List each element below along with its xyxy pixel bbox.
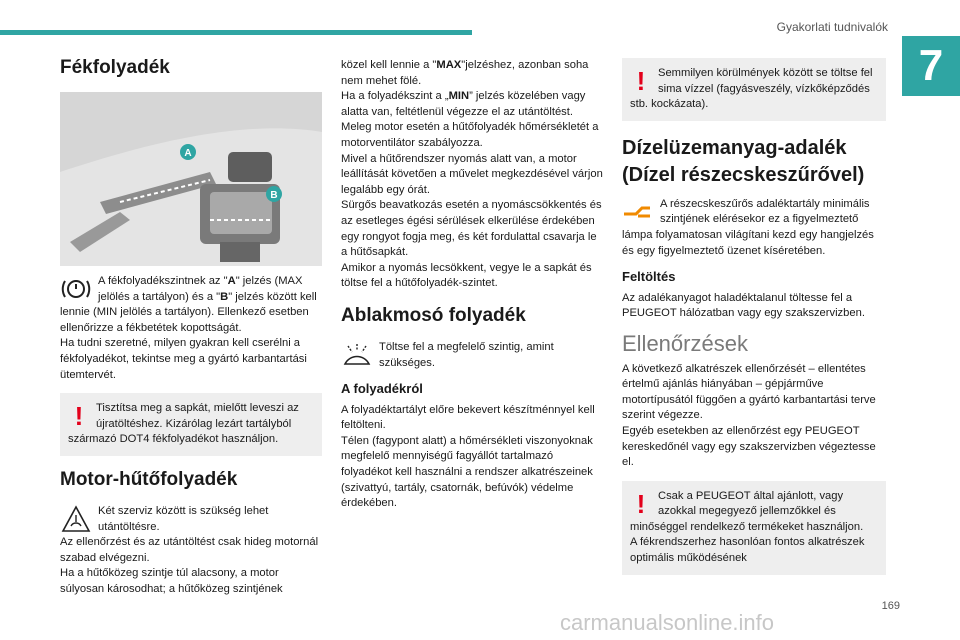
figure-label-b: B (270, 190, 278, 201)
filter-warning-lamp-icon (622, 198, 654, 226)
page-number: 169 (881, 600, 900, 612)
brake-fluid-icon (60, 275, 92, 303)
coolant-cont-paragraph-4: Mivel a hűtőrendszer nyomás alatt van, a motor leállítását követően a művelet megkezdésével várjon legalább egy órát. (341, 152, 603, 196)
brake-schedule-paragraph: Ha tudni szeretné, milyen gyakran kell cserélni a fékfolyadékot, tekintse meg a gyártó karbantartási ütemtervét. (60, 337, 307, 381)
coolant-paragraph-3: Ha a hűtőközeg szintje túl alacsony, a motor súlyosan károsodhat; a hűtőközeg szintjének (60, 567, 283, 595)
coolant-cont-paragraph-2: Ha a folyadékszint a „MIN” jelzés közelében vagy alatta van, feltétlenül végezze el az utántöltést. (341, 90, 586, 118)
brake-level-paragraph: A fékfolyadékszintnek az "A" jelzés (MAX jelölés a tartályon) és a "B" jelzés között kell lennie (MIN jelölés a tartályon). Ellenkező esetben ellenőrizze a fékbetétek kopottságát. (60, 275, 317, 334)
figure-label-a: A (184, 148, 192, 159)
refill-subheading: Feltöltés (622, 269, 676, 285)
checks-paragraph-2: Egyéb esetekben az ellenőrzést egy PEUGEOT kereskedőnél vagy egy szakszervizben végeztesse el. (622, 424, 876, 469)
water-warning-note: ! Semmilyen körülmények között se töltse fel sima vízzel (fagyásveszély, vízkőképződés stb. kockázata). (622, 58, 886, 121)
column-1 (60, 56, 322, 598)
washer-fluid-heading: Ablakmosó folyadék (341, 304, 526, 326)
washer-paragraph-2: A folyadéktartályt előre bekevert készítménnyel kell feltölteni. (341, 403, 595, 432)
header-accent-bar (0, 30, 472, 35)
brake-fluid-heading: Fékfolyadék (60, 57, 170, 78)
coolant-cont-paragraph-3: Meleg motor esetén a hűtőfolyadék hőmérsékletét a motorventilátor szabályozza. (341, 121, 599, 149)
warning-icon: ! (636, 488, 646, 519)
coolant-paragraph-2: Az ellenőrzést és az utántöltést csak hideg motornál szabad elvégezni. (60, 536, 319, 564)
brake-warning-note: ! Tisztítsa meg a sapkát, mielőtt leveszi az újratöltéshez. Kizárólag lezárt tartályból származó DOT4 fékfolyadékot használjon. (60, 393, 322, 456)
coolant-cont-paragraph-6: Amikor a nyomás lecsökkent, vegye le a sapkát és töltse fel a hűtőfolyadék-szintet. (341, 261, 592, 290)
coolant-cont-paragraph-1: közel kell lennie a "MAX"jelzéshez, azonban soha nem mehet fölé. (341, 59, 589, 87)
column-2 (341, 58, 603, 512)
washer-paragraph-3: Télen (fagypont alatt) a hőmérsékleti viszonyoknak megfelelő mennyiségű fagyállót tartalmazó folyadékot kell használni a rendszer alkatrészeinek (szivattyú, tartály, csatornák, befúvók) védelme érdekében. (341, 434, 593, 510)
warning-icon: ! (636, 66, 646, 96)
washer-fluid-icon (341, 341, 373, 369)
warning-icon: ! (74, 401, 84, 432)
section-title: Gyakorlati tudnivalók (776, 20, 888, 34)
column-3 (622, 58, 886, 585)
parts-warning-note: ! Csak a PEUGEOT által ajánlott, vagy azokkal megegyező jellemzőkkel és minőséggel rendelkező termékeket használjon. A fékrendszerhez hasonlóan fontos alkatrészek optimális működésének (622, 481, 886, 575)
checks-heading: Ellenőrzések (622, 330, 748, 356)
diesel-intro: A részecskeszűrős adaléktartály minimális szintjének elérésekor ez a figyelmeztető lámpa folyamatosan világítani kezd egy hangjelzés és egy figyelmeztető üzenet kíséretében. (622, 197, 874, 257)
diesel-paragraph-2: Az adalékanyagot haladéktalanul töltesse fel a PEUGEOT hálózatban vagy egy szakszervizben. (622, 291, 865, 320)
watermark: carmanualsonline.info (560, 610, 775, 635)
chapter-badge: 7 (902, 36, 960, 96)
caution-triangle-icon (60, 505, 92, 533)
washer-intro: Töltse fel a megfelelő szintig, amint szükséges. (341, 340, 603, 371)
coolant-cont-paragraph-5: Sürgős beavatkozás esetén a nyomáscsökkentés és az esetleges égési sérülések elkerülése érdekében egy rongyot fogja meg, és két fordulattal csavarja le a hűtősapkát. (341, 199, 602, 259)
checks-paragraph-1: A következő alkatrészek ellenőrzését – ellentétes értelmű ajánlás hiányában – gépjárműve motortípusától függően a gyártó karbantartási terve szerint végezze. (622, 362, 876, 422)
fluid-subheading: A folyadékról (341, 381, 423, 397)
diesel-additive-heading: Dízelüzemanyag-adalék (Dízel részecskeszűrővel) (622, 136, 865, 186)
brake-reservoir-illustration (60, 92, 322, 266)
coolant-intro: Két szerviz között is szükség lehet utántöltésre. (60, 504, 322, 535)
coolant-heading: Motor-hűtőfolyadék (60, 468, 238, 490)
